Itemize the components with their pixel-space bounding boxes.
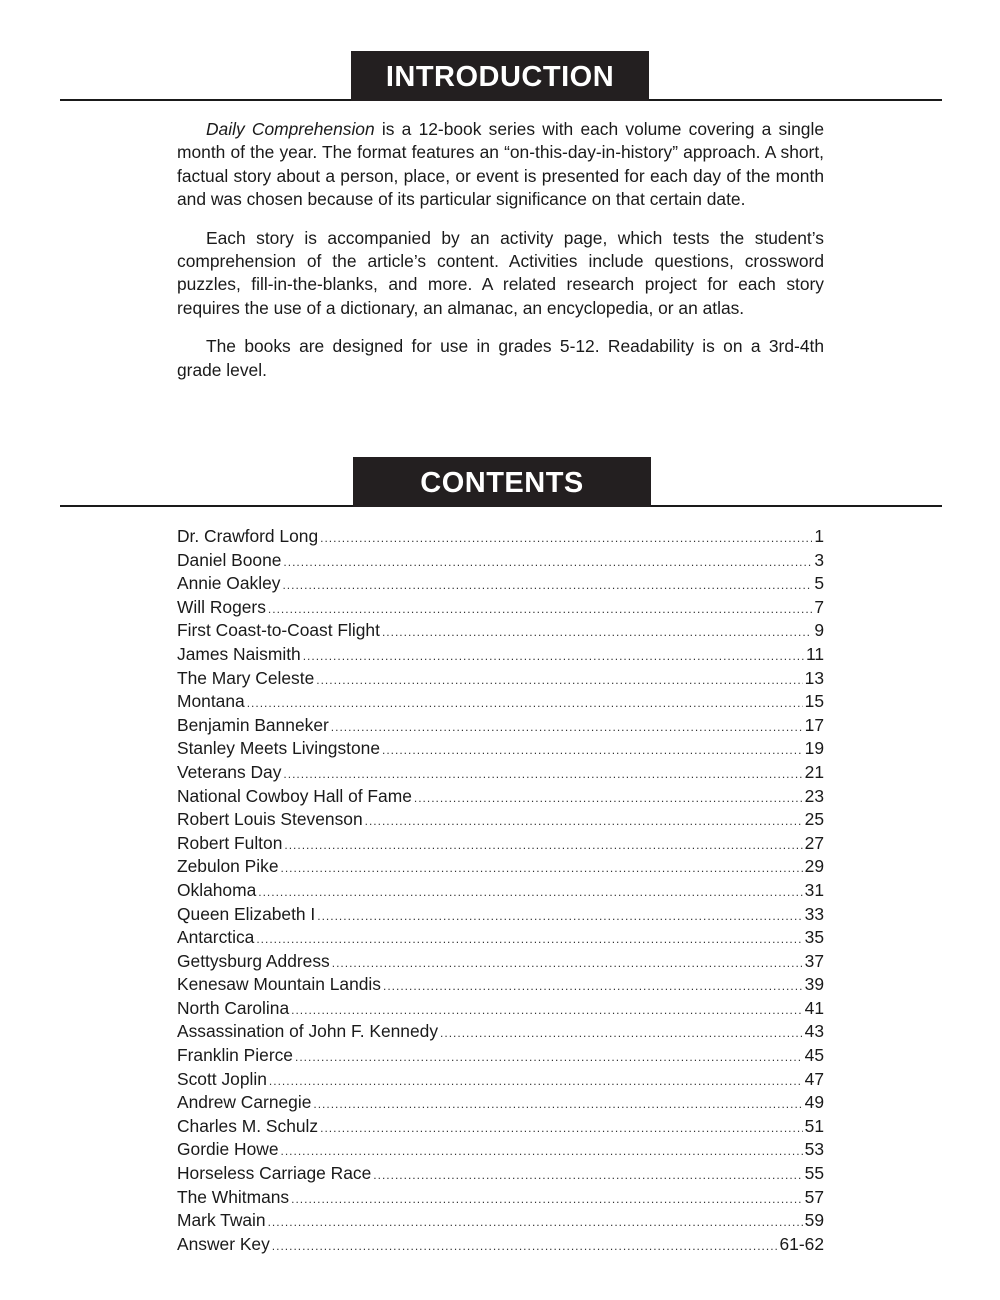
toc-entry-page: 45 xyxy=(804,1045,824,1066)
toc-dot-leader xyxy=(281,1140,803,1162)
toc-entry xyxy=(177,1186,824,1210)
toc-dot-leader xyxy=(320,1117,803,1139)
toc-entry-page: 3 xyxy=(814,549,824,570)
toc-entry-title: Gettysburg Address xyxy=(177,950,330,971)
toc-dot-leader xyxy=(440,1022,803,1044)
toc-entry-page: 41 xyxy=(804,997,824,1018)
toc-entry xyxy=(177,1020,824,1044)
toc-entry-title: Robert Fulton xyxy=(177,832,283,853)
toc-entry-title: Zebulon Pike xyxy=(177,856,279,877)
toc-entry-page: 51 xyxy=(804,1115,824,1136)
toc-entry-title: Benjamin Banneker xyxy=(177,714,329,735)
toc-entry xyxy=(177,690,824,714)
toc-entry-title: Mark Twain xyxy=(177,1210,266,1231)
toc-dot-leader xyxy=(283,551,812,573)
intro-paragraph-1-text: is a 12-book series with each volume covering a single month of the year. The format features an “on-this-day-in-history” approach. A short, factual story about a person, place, or event is presented for each day of the month and was chosen because of its particular significance on that certain date. xyxy=(177,119,824,210)
toc-dot-leader xyxy=(283,763,802,785)
toc-dot-leader xyxy=(284,834,802,856)
toc-entry-title: Antarctica xyxy=(177,927,255,948)
toc-entry-title: Veterans Day xyxy=(177,761,282,782)
toc-entry xyxy=(177,855,824,879)
toc-entry-title: Kenesaw Mountain Landis xyxy=(177,974,381,995)
toc-entry-title: First Coast-to-Coast Flight xyxy=(177,620,380,641)
toc-dot-leader xyxy=(291,999,803,1021)
toc-entry xyxy=(177,1044,824,1068)
toc-entry-page: 29 xyxy=(804,856,824,877)
toc-entry xyxy=(177,950,824,974)
toc-dot-leader xyxy=(365,810,803,832)
toc-entry xyxy=(177,667,824,691)
toc-dot-leader xyxy=(281,857,803,879)
toc-dot-leader xyxy=(269,1070,803,1092)
toc-entry-title: National Cowboy Hall of Fame xyxy=(177,785,412,806)
toc-entry xyxy=(177,1233,824,1257)
toc-entry-title: Franklin Pierce xyxy=(177,1045,293,1066)
toc-dot-leader xyxy=(282,574,812,596)
toc-entry-title: Assassination of John F. Kennedy xyxy=(177,1021,439,1042)
toc-entry-title: Queen Elizabeth I xyxy=(177,903,316,924)
table-of-contents xyxy=(177,525,824,1256)
toc-dot-leader xyxy=(272,1235,778,1257)
toc-entry-page: 47 xyxy=(804,1068,824,1089)
toc-entry-title: Will Rogers xyxy=(177,596,266,617)
toc-dot-leader xyxy=(316,669,802,691)
toc-dot-leader xyxy=(256,928,802,950)
toc-entry-title: North Carolina xyxy=(177,997,290,1018)
toc-dot-leader xyxy=(414,787,803,809)
toc-dot-leader xyxy=(258,881,802,903)
toc-entry xyxy=(177,1115,824,1139)
toc-entry-page: 53 xyxy=(804,1139,824,1160)
introduction-heading: INTRODUCTION xyxy=(351,51,649,101)
toc-entry xyxy=(177,973,824,997)
toc-entry-title: Daniel Boone xyxy=(177,549,282,570)
introduction-header xyxy=(60,49,942,101)
intro-paragraph-3 xyxy=(177,335,824,382)
toc-entry xyxy=(177,737,824,761)
toc-entry-page: 5 xyxy=(814,573,824,594)
toc-dot-leader xyxy=(247,692,803,714)
toc-entry-title: James Naismith xyxy=(177,643,301,664)
toc-entry xyxy=(177,808,824,832)
toc-dot-leader xyxy=(332,952,803,974)
toc-dot-leader xyxy=(320,527,812,549)
toc-dot-leader xyxy=(382,739,803,761)
toc-entry xyxy=(177,1162,824,1186)
toc-dot-leader xyxy=(313,1093,802,1115)
toc-entry xyxy=(177,879,824,903)
toc-entry-title: Dr. Crawford Long xyxy=(177,526,319,546)
toc-entry-title: Andrew Carnegie xyxy=(177,1092,312,1113)
toc-entry-page: 27 xyxy=(804,832,824,853)
toc-entry-page: 43 xyxy=(804,1021,824,1042)
introduction-body xyxy=(177,118,824,397)
toc-entry xyxy=(177,785,824,809)
toc-entry xyxy=(177,832,824,856)
toc-entry-title: Annie Oakley xyxy=(177,573,281,594)
toc-entry xyxy=(177,761,824,785)
toc-entry-title: Oklahoma xyxy=(177,879,257,900)
toc-entry-page: 25 xyxy=(804,809,824,830)
toc-entry xyxy=(177,643,824,667)
intro-paragraph-2 xyxy=(177,227,824,321)
contents-header xyxy=(60,455,942,507)
toc-entry-page: 19 xyxy=(804,738,824,759)
toc-entry-page: 35 xyxy=(804,927,824,948)
contents-heading: CONTENTS xyxy=(353,457,651,507)
toc-entry xyxy=(177,997,824,1021)
toc-entry-page: 49 xyxy=(804,1092,824,1113)
toc-dot-leader xyxy=(268,1211,803,1233)
toc-dot-leader xyxy=(317,905,802,927)
toc-entry xyxy=(177,903,824,927)
toc-entry-page: 9 xyxy=(814,620,824,641)
toc-entry xyxy=(177,714,824,738)
toc-entry-title: Answer Key xyxy=(177,1233,270,1254)
toc-entry xyxy=(177,619,824,643)
toc-entry-title: Stanley Meets Livingstone xyxy=(177,738,381,759)
toc-entry-page: 11 xyxy=(805,643,824,664)
toc-entry xyxy=(177,1091,824,1115)
toc-entry-page: 21 xyxy=(804,761,824,782)
toc-dot-leader xyxy=(295,1046,803,1068)
toc-entry-title: Scott Joplin xyxy=(177,1068,267,1089)
toc-entry xyxy=(177,1068,824,1092)
intro-paragraph-2-text: Each story is accompanied by an activity page, which tests the student’s comprehension of the article’s content. Activities include questions, crossword puzzles, fill-in-the-blanks, and more. A related research project for each story requires the use of a dictionary, an almanac, an encyclopedia, or an atlas. xyxy=(177,227,824,318)
toc-entry-title: Gordie Howe xyxy=(177,1139,279,1160)
toc-entry-page: 59 xyxy=(804,1210,824,1231)
toc-entry-title: The Whitmans xyxy=(177,1186,290,1207)
toc-entry-title: Montana xyxy=(177,691,245,712)
toc-entry-page: 15 xyxy=(804,691,824,712)
toc-entry-title: The Mary Celeste xyxy=(177,667,315,688)
toc-entry-title: Charles M. Schulz xyxy=(177,1115,319,1136)
toc-dot-leader xyxy=(291,1188,803,1210)
toc-entry-page: 61-62 xyxy=(779,1233,824,1254)
toc-entry xyxy=(177,926,824,950)
toc-dot-leader xyxy=(382,621,812,643)
toc-dot-leader xyxy=(303,645,804,667)
series-title: Daily Comprehension xyxy=(206,119,375,139)
toc-dot-leader xyxy=(383,975,803,997)
toc-entry-page: 31 xyxy=(804,879,824,900)
intro-paragraph-3-text: The books are designed for use in grades 5-12. Readability is on a 3rd-4th grade level. xyxy=(177,336,824,380)
toc-entry xyxy=(177,596,824,620)
toc-entry-title: Robert Louis Stevenson xyxy=(177,809,363,830)
toc-entry xyxy=(177,525,824,549)
toc-entry xyxy=(177,1209,824,1233)
toc-entry xyxy=(177,549,824,573)
toc-entry xyxy=(177,572,824,596)
toc-entry-page: 39 xyxy=(804,974,824,995)
toc-entry-title: Horseless Carriage Race xyxy=(177,1163,372,1184)
intro-paragraph-1 xyxy=(177,118,824,212)
toc-entry xyxy=(177,1138,824,1162)
toc-dot-leader xyxy=(373,1164,802,1186)
toc-dot-leader xyxy=(268,598,812,620)
toc-entry-page: 37 xyxy=(804,950,824,971)
toc-entry-page: 1 xyxy=(814,526,824,546)
toc-entry-page: 55 xyxy=(804,1163,824,1184)
toc-entry-page: 17 xyxy=(804,714,824,735)
toc-entry-page: 57 xyxy=(804,1186,824,1207)
toc-entry-page: 33 xyxy=(804,903,824,924)
toc-entry-page: 13 xyxy=(804,667,824,688)
toc-entry-page: 23 xyxy=(804,785,824,806)
toc-entry-page: 7 xyxy=(814,596,824,617)
toc-dot-leader xyxy=(331,716,803,738)
